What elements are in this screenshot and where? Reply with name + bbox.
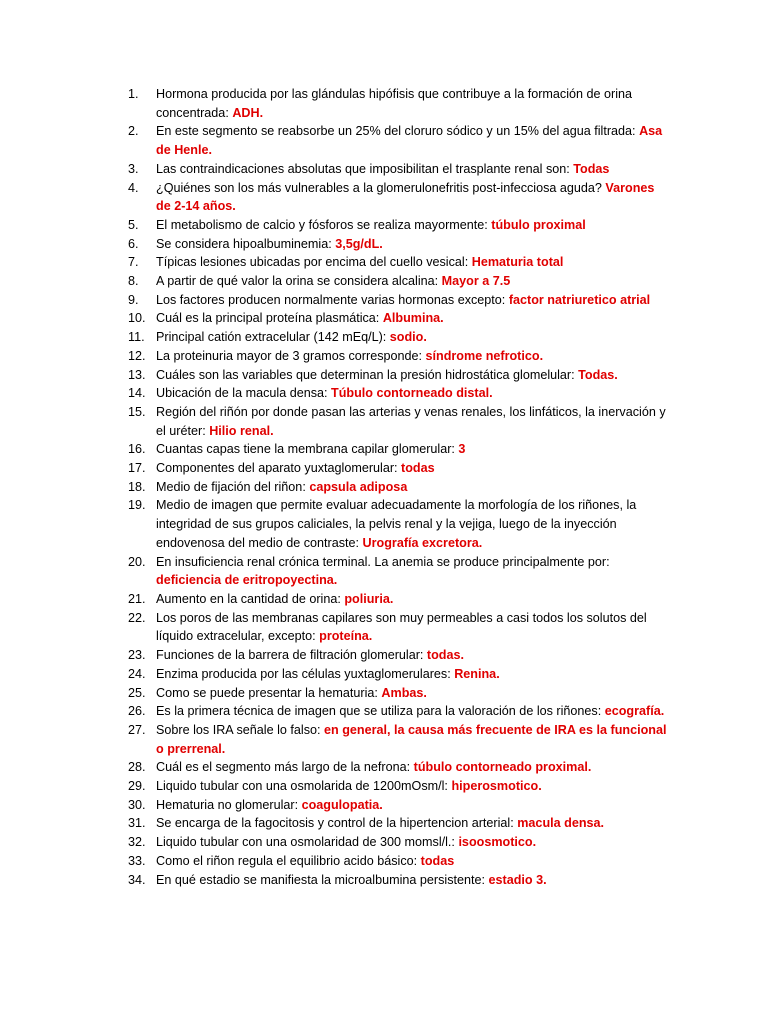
item-number: 20.	[128, 554, 146, 569]
answer-text: estadio 3.	[488, 872, 547, 887]
answer-text: ecografía.	[604, 704, 665, 719]
answer-text: hiperosmotico.	[451, 779, 542, 794]
question-text: Cuáles son las variables que determinan la presión hidrostática glomelular:	[156, 367, 579, 382]
question-text: La proteinuria mayor de 3 gramos corresponde:	[156, 348, 426, 363]
item-number: 33.	[128, 853, 146, 868]
item-number: 26.	[128, 704, 146, 719]
question-text: Medio de imagen que permite evaluar adecuadamente la morfología de los riñones, la integridad de sus grupos caliciales, la pelvis renal y la vejiga, luego de la inyección endovenosa del medio de contraste:	[156, 498, 637, 550]
list-item	[128, 403, 668, 440]
list-item	[128, 796, 668, 815]
question-text: Hematuria no glomerular:	[156, 797, 302, 812]
answer-text: Hematuria total	[471, 255, 564, 270]
question-text: Liquido tubular con una osmolaridad de 300 momsl/l.:	[156, 835, 459, 850]
item-number: 32.	[128, 835, 146, 850]
answer-text: todas	[401, 461, 435, 476]
item-number: 24.	[128, 666, 146, 681]
question-text: Los factores producen normalmente varias hormonas excepto:	[156, 292, 509, 307]
question-text: Típicas lesiones ubicadas por encima del cuello vesical:	[156, 255, 472, 270]
list-item	[128, 122, 668, 159]
item-number: 15.	[128, 404, 146, 419]
list-item	[128, 235, 668, 254]
item-number: 1.	[128, 87, 139, 101]
item-number: 17.	[128, 461, 146, 476]
answer-text: Hilio renal.	[209, 423, 274, 438]
answer-text: túbulo contorneado proximal.	[413, 760, 592, 775]
question-text: Es la primera técnica de imagen que se utiliza para la valoración de los riñones:	[156, 704, 605, 719]
question-text: Las contraindicaciones absolutas que imposibilitan el trasplante renal son:	[156, 161, 574, 176]
item-number: 6.	[128, 236, 139, 251]
list-item	[128, 347, 668, 366]
question-text: Componentes del aparato yuxtaglomerular:	[156, 461, 402, 476]
item-number: 34.	[128, 872, 146, 887]
answer-text: coagulopatia.	[301, 797, 383, 812]
answer-text: todas	[420, 853, 455, 868]
item-number: 13.	[128, 367, 146, 382]
list-item	[128, 328, 668, 347]
list-item	[128, 665, 668, 684]
item-number: 11.	[128, 330, 145, 345]
question-list	[128, 85, 668, 889]
answer-text: 3,5g/dL.	[335, 236, 383, 251]
list-item	[128, 496, 668, 552]
item-number: 12.	[128, 348, 146, 363]
list-item	[128, 272, 668, 291]
item-number: 27.	[128, 722, 146, 737]
question-text: ¿Quiénes son los más vulnerables a la glomerulonefritis post-infecciosa aguda?	[156, 180, 606, 195]
list-item	[128, 852, 668, 871]
item-number: 9.	[128, 292, 139, 307]
question-text: Como el riñon regula el equilibrio acido básico:	[156, 853, 421, 868]
list-item	[128, 721, 668, 758]
question-text: Cuantas capas tiene la membrana capilar glomerular:	[156, 442, 459, 457]
item-number: 5.	[128, 217, 139, 232]
question-text: Funciones de la barrera de filtración glomerular:	[156, 648, 427, 663]
item-number: 2.	[128, 124, 139, 139]
item-number: 3.	[128, 161, 139, 176]
answer-text: 3	[458, 442, 466, 457]
question-text: En insuficiencia renal crónica terminal. La anemia se produce principalmente por:	[156, 554, 610, 569]
item-number: 8.	[128, 274, 139, 289]
list-item	[128, 684, 668, 703]
item-number: 30.	[128, 797, 146, 812]
list-item	[128, 309, 668, 328]
answer-text: síndrome nefrotico.	[425, 348, 544, 363]
answer-text: Ambas.	[381, 685, 427, 700]
answer-text: Renina.	[454, 666, 500, 681]
question-text: Ubicación de la macula densa:	[156, 386, 332, 401]
item-number: 18.	[128, 479, 146, 494]
item-number: 19.	[128, 498, 146, 513]
list-item	[128, 216, 668, 235]
answer-text: Túbulo contorneado distal.	[331, 386, 493, 401]
question-text: Aumento en la cantidad de orina:	[156, 591, 345, 606]
question-text: Los poros de las membranas capilares son muy permeables a casi todos los solutos del líquido extracelular, excepto:	[156, 610, 647, 644]
item-number: 16.	[128, 442, 146, 457]
answer-text: Varones de 2-14 años.	[156, 180, 655, 214]
answer-text: Urografía excretora.	[362, 535, 483, 550]
answer-text: sodio.	[389, 330, 427, 345]
item-number: 31.	[128, 816, 146, 831]
question-text: En este segmento se reabsorbe un 25% del cloruro sódico y un 15% del agua filtrada:	[156, 124, 640, 139]
list-item	[128, 384, 668, 403]
question-text: Se considera hipoalbuminemia:	[156, 236, 336, 251]
answer-text: Todas	[573, 161, 610, 176]
question-text: Sobre los IRA señale lo falso:	[156, 722, 325, 737]
list-item	[128, 253, 668, 272]
answer-text: Asa de Henle.	[156, 124, 663, 158]
question-text: Región del riñón por donde pasan las arterias y venas renales, los linfáticos, la inervación y el uréter:	[156, 404, 666, 438]
item-number: 22.	[128, 610, 146, 625]
answer-text: capsula adiposa	[309, 479, 408, 494]
item-number: 7.	[128, 255, 139, 270]
answer-text: ADH.	[232, 105, 264, 120]
list-item	[128, 833, 668, 852]
list-item	[128, 366, 668, 385]
list-item	[128, 590, 668, 609]
question-text: En qué estadio se manifiesta la microalbumina persistente:	[156, 872, 489, 887]
answer-text: Mayor a 7.5	[441, 274, 511, 289]
list-item	[128, 85, 668, 122]
answer-text: todas.	[426, 648, 464, 663]
item-number: 4.	[128, 180, 139, 195]
list-item	[128, 440, 668, 459]
list-item	[128, 160, 668, 179]
list-item	[128, 702, 668, 721]
question-text: Enzima producida por las células yuxtaglomerulares:	[156, 666, 455, 681]
question-text: Se encarga de la fagocitosis y control de la hipertencion arterial:	[156, 816, 518, 831]
question-text: A partir de qué valor la orina se considera alcalina:	[156, 274, 442, 289]
answer-text: túbulo proximal	[491, 217, 586, 232]
item-number: 10.	[128, 311, 146, 326]
list-item	[128, 609, 668, 646]
item-number: 29.	[128, 779, 146, 794]
question-text: Cuál es la principal proteína plasmática:	[156, 311, 383, 326]
answer-text: en general, la causa más frecuente de IRA es la funcional o prerrenal.	[156, 722, 667, 756]
question-text: El metabolismo de calcio y fósforos se realiza mayormente:	[156, 217, 492, 232]
answer-text: deficiencia de eritropoyectina.	[156, 573, 338, 588]
answer-text: proteína.	[319, 629, 373, 644]
question-text: Medio de fijación del riñon:	[156, 479, 310, 494]
list-item	[128, 291, 668, 310]
answer-text: Albumina.	[382, 311, 444, 326]
question-text: Cuál es el segmento más largo de la nefrona:	[156, 760, 414, 775]
list-item	[128, 871, 668, 890]
answer-text: isoosmotico.	[458, 835, 537, 850]
list-item	[128, 758, 668, 777]
list-item	[128, 777, 668, 796]
item-number: 14.	[128, 386, 146, 401]
question-text: Hormona producida por las glándulas hipófisis que contribuye a la formación de orina concentrada:	[156, 87, 633, 120]
list-item	[128, 478, 668, 497]
item-number: 21.	[128, 591, 146, 606]
answer-text: factor natriuretico atrial	[508, 292, 651, 307]
question-text: Liquido tubular con una osmolarida de 1200mOsm/l:	[156, 779, 452, 794]
list-item	[128, 814, 668, 833]
item-number: 23.	[128, 648, 146, 663]
answer-text: macula densa.	[517, 816, 605, 831]
answer-text: Todas.	[578, 367, 618, 382]
question-text: Como se puede presentar la hematuria:	[156, 685, 382, 700]
answer-text: poliuria.	[344, 591, 394, 606]
list-item	[128, 459, 668, 478]
item-number: 25.	[128, 685, 146, 700]
list-item	[128, 179, 668, 216]
question-text: Principal catión extracelular (142 mEq/L):	[156, 330, 390, 345]
item-number: 28.	[128, 760, 146, 775]
list-item	[128, 646, 668, 665]
list-item	[128, 553, 668, 590]
